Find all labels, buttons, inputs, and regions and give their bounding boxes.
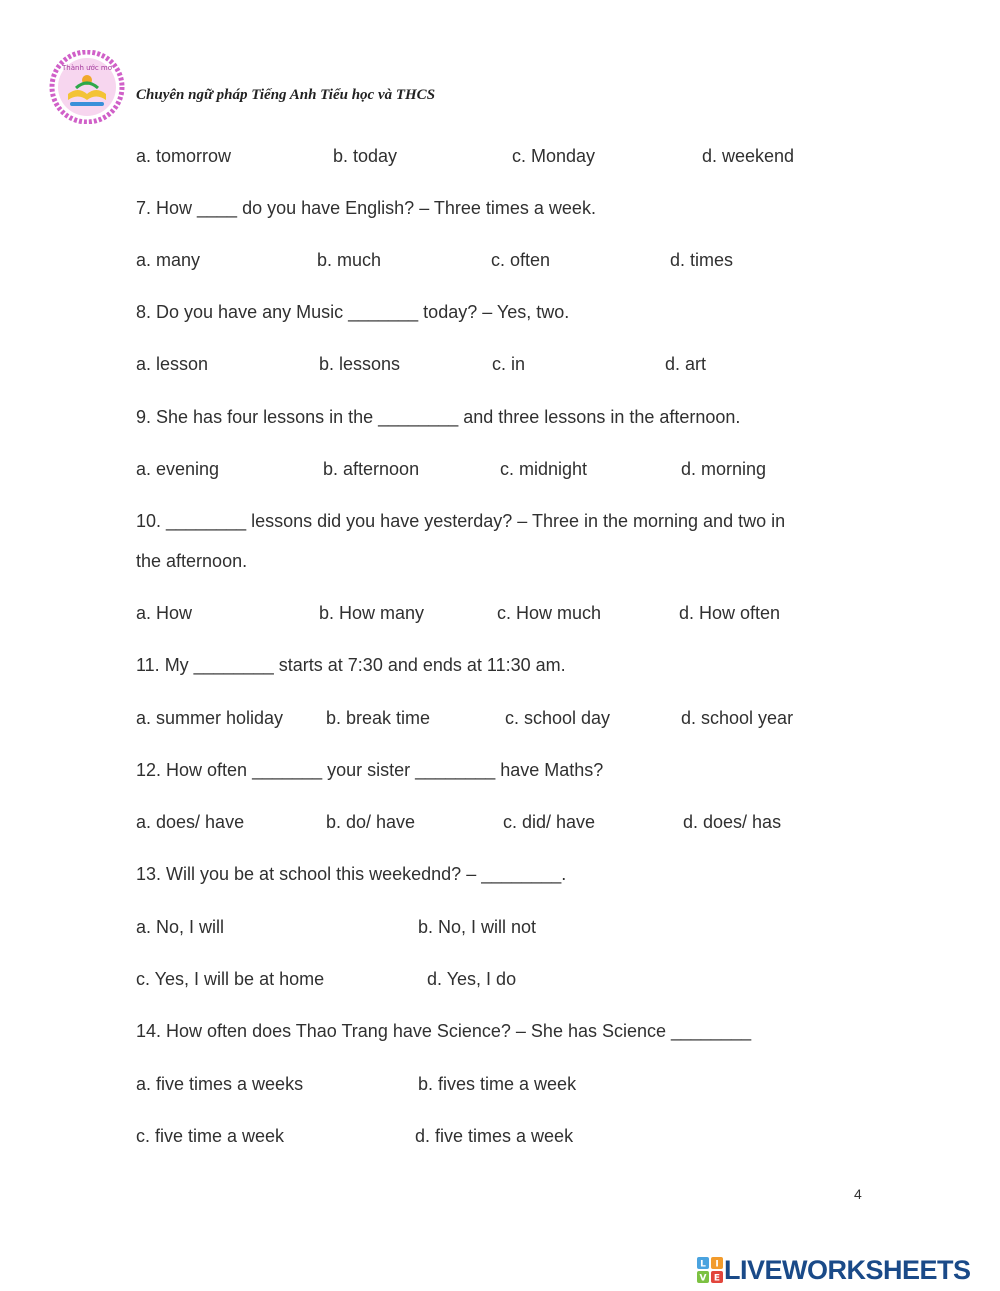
logo-text: Thành ước mơ — [62, 64, 112, 72]
answer-option: c. How much — [497, 603, 602, 623]
answer-option: d. five times a week — [415, 1126, 574, 1146]
brand-text: LIVEWORKSHEETS — [724, 1255, 971, 1285]
question-text: 12. How often _______ your sister ________ have Maths? — [136, 760, 604, 780]
answer-option: a. lesson — [136, 354, 209, 374]
answer-option: d. school year — [681, 708, 794, 728]
brand-icon-letter: V — [699, 1273, 707, 1283]
answer-option: a. summer holiday — [136, 708, 284, 728]
header-title: Chuyên ngữ pháp Tiếng Anh Tiểu học và THCS — [136, 87, 436, 103]
answer-option: d. How often — [679, 603, 781, 623]
answer-option: a. many — [136, 250, 201, 270]
question-text: 10. ________ lessons did you have yesterday? – Three in the morning and two in — [136, 511, 786, 531]
answer-option: a. No, I will — [136, 917, 225, 937]
answer-option: c. five time a week — [136, 1126, 285, 1146]
question-text: 9. She has four lessons in the ________ and three lessons in the afternoon. — [136, 407, 741, 427]
answer-option: b. do/ have — [326, 812, 416, 832]
answer-option: d. morning — [681, 459, 767, 479]
answer-option: d. weekend — [702, 146, 795, 166]
answer-option: b. fives time a week — [418, 1074, 577, 1094]
answer-option: d. times — [670, 250, 734, 270]
answer-option: c. did/ have — [503, 812, 596, 832]
school-logo — [48, 50, 126, 124]
brand-icon-letter: I — [715, 1259, 719, 1270]
answer-option: c. school day — [505, 708, 611, 728]
answer-option: d. does/ has — [683, 812, 782, 832]
answer-option: c. in — [492, 354, 526, 374]
answer-option: a. How — [136, 603, 193, 623]
liveworksheets-logo-icon — [697, 1257, 723, 1283]
answer-option: a. five times a weeks — [136, 1074, 304, 1094]
answer-option: b. break time — [326, 708, 431, 728]
answer-option: d. art — [665, 354, 707, 374]
question-text: 14. How often does Thao Trang have Science? – She has Science ________ — [136, 1021, 752, 1041]
answer-option: b. lessons — [319, 354, 401, 374]
answer-option: d. Yes, I do — [427, 969, 517, 989]
answer-option: c. Monday — [512, 146, 596, 166]
answer-option: b. today — [333, 146, 398, 166]
question-text: 11. My ________ starts at 7:30 and ends at 11:30 am. — [136, 655, 566, 675]
question-text: the afternoon. — [136, 551, 248, 571]
answer-option: c. Yes, I will be at home — [136, 969, 325, 989]
answer-option: b. afternoon — [323, 459, 420, 479]
answer-option: b. much — [317, 250, 382, 270]
answer-option: a. does/ have — [136, 812, 245, 832]
brand-icon-letter: E — [713, 1273, 721, 1283]
brand-icon-letter: L — [700, 1259, 706, 1270]
question-text: 8. Do you have any Music _______ today? – Yes, two. — [136, 302, 570, 322]
answer-option: c. often — [491, 250, 551, 270]
answer-option: a. evening — [136, 459, 220, 479]
question-text: 13. Will you be at school this weekednd? – ________. — [136, 864, 567, 884]
question-text: 7. How ____ do you have English? – Three times a week. — [136, 198, 596, 218]
page-number: 4 — [854, 1186, 862, 1202]
answer-option: b. How many — [319, 603, 425, 623]
answer-option: c. midnight — [500, 459, 588, 479]
answer-option: b. No, I will not — [418, 917, 537, 937]
answer-option: a. tomorrow — [136, 146, 232, 166]
